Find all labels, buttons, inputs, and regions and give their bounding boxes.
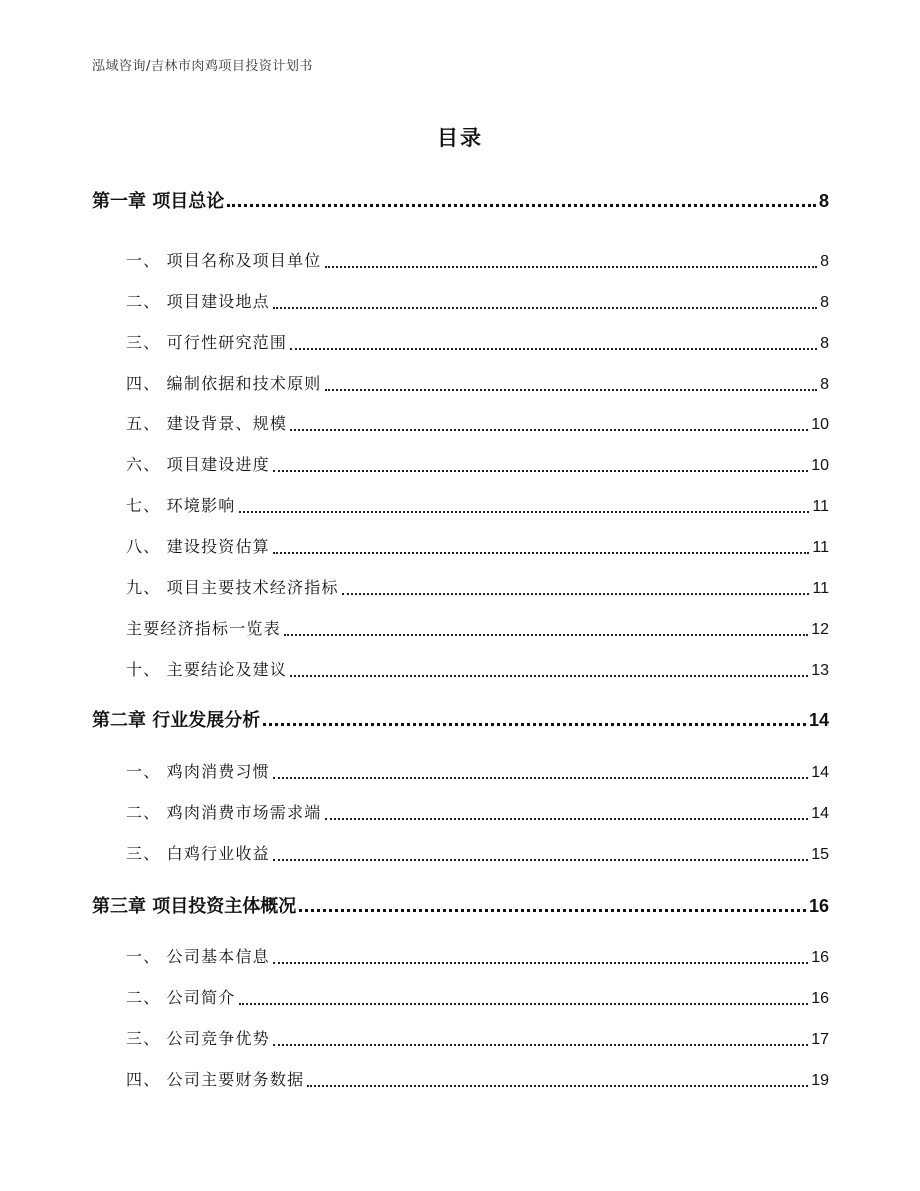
dot-leader	[273, 291, 817, 309]
toc-chapter-entry[interactable]	[92, 891, 829, 918]
toc-entry-page-number: 14	[811, 805, 829, 822]
toc-section-entry[interactable]	[126, 985, 829, 1008]
toc-section-entry[interactable]	[126, 411, 829, 434]
toc-section-entry[interactable]	[126, 800, 829, 823]
dot-leader	[284, 618, 808, 636]
toc-chapter-entry[interactable]	[92, 186, 829, 213]
toc-section-entry[interactable]	[126, 944, 829, 967]
toc-section-entry[interactable]	[126, 616, 829, 639]
toc-section-entry[interactable]	[126, 330, 829, 353]
toc-entry-label: 十、 主要结论及建议	[126, 660, 288, 679]
toc-entry-label: 九、 项目主要技术经济指标	[126, 578, 339, 597]
running-header: 泓域咨询/吉林市肉鸡项目投资计划书	[92, 59, 313, 74]
toc-entry-label: 主要经济指标一览表	[126, 619, 281, 638]
toc-section-entry[interactable]	[126, 248, 829, 271]
toc-entry-label: 第三章 项目投资主体概况	[92, 896, 297, 917]
toc-section-entry[interactable]	[126, 657, 829, 680]
dot-leader	[290, 413, 808, 431]
toc-entry-label: 三、 可行性研究范围	[126, 333, 288, 352]
toc-entry-page-number: 8	[818, 191, 829, 211]
dot-leader	[290, 332, 817, 350]
page-title: 目录	[437, 126, 483, 150]
dot-leader	[273, 761, 808, 779]
dot-leader	[307, 1069, 808, 1087]
toc-entry-label: 一、 项目名称及项目单位	[126, 251, 322, 270]
dot-leader	[273, 843, 808, 861]
dot-leader	[325, 802, 809, 820]
dot-leader	[325, 373, 818, 391]
toc-entry-page-number: 13	[811, 662, 829, 679]
toc-entry-page-number: 14	[808, 710, 829, 730]
toc-entry-label: 五、 建设背景、规模	[126, 414, 288, 433]
toc-entry-page-number: 19	[811, 1072, 829, 1089]
toc-entry-page-number: 16	[811, 949, 829, 966]
toc-entry-page-number: 15	[811, 846, 829, 863]
dot-leader	[325, 250, 818, 268]
toc-section-entry[interactable]	[126, 841, 829, 864]
dot-leader	[239, 987, 809, 1005]
toc-entry-page-number: 14	[811, 764, 829, 781]
toc-section-entry[interactable]	[126, 759, 829, 782]
toc-section-entry[interactable]	[126, 289, 829, 312]
toc-entry-label: 一、 鸡肉消费习惯	[126, 762, 270, 781]
toc-entry-label: 二、 鸡肉消费市场需求端	[126, 803, 322, 822]
toc-entry-label: 二、 项目建设地点	[126, 292, 270, 311]
toc-entry-page-number: 11	[812, 498, 829, 515]
toc-entry-page-number: 8	[820, 294, 829, 311]
dot-leader	[273, 946, 808, 964]
dot-leader	[239, 495, 810, 513]
dot-leader	[273, 454, 808, 472]
dot-leader	[299, 891, 806, 912]
toc-chapter-entry[interactable]	[92, 705, 829, 732]
dot-leader	[227, 186, 816, 207]
toc-entry-label: 一、 公司基本信息	[126, 947, 270, 966]
toc-entry-page-number: 11	[812, 539, 829, 556]
dot-leader	[290, 659, 808, 677]
toc-section-entry[interactable]	[126, 1067, 829, 1090]
toc-entry-page-number: 16	[811, 990, 829, 1007]
toc-entry-label: 二、 公司简介	[126, 988, 236, 1007]
toc-entry-label: 三、 公司竞争优势	[126, 1029, 270, 1048]
toc-entry-label: 第一章 项目总论	[92, 191, 225, 212]
toc-entry-label: 四、 编制依据和技术原则	[126, 374, 322, 393]
toc-entry-page-number: 11	[812, 580, 829, 597]
toc-entry-label: 三、 白鸡行业收益	[126, 844, 270, 863]
dot-leader	[342, 577, 810, 595]
toc-section-entry[interactable]	[126, 534, 829, 557]
toc-entry-label: 六、 项目建设进度	[126, 455, 270, 474]
toc-entry-label: 四、 公司主要财务数据	[126, 1070, 305, 1089]
toc-entry-page-number: 16	[808, 896, 829, 916]
dot-leader	[263, 705, 806, 726]
toc-entry-page-number: 8	[820, 376, 829, 393]
toc-section-entry[interactable]	[126, 452, 829, 475]
toc-entry-label: 八、 建设投资估算	[126, 537, 270, 556]
toc-entry-page-number: 17	[811, 1031, 829, 1048]
toc-section-entry[interactable]	[126, 371, 829, 394]
toc-section-entry[interactable]	[126, 1026, 829, 1049]
dot-leader	[273, 536, 810, 554]
toc-entry-label: 第二章 行业发展分析	[92, 710, 261, 731]
toc-entry-label: 七、 环境影响	[126, 496, 236, 515]
dot-leader	[273, 1028, 808, 1046]
toc-entry-page-number: 8	[820, 335, 829, 352]
toc-entry-page-number: 10	[811, 416, 829, 433]
toc-entry-page-number: 12	[811, 621, 829, 638]
toc-section-entry[interactable]	[126, 493, 829, 516]
toc-section-entry[interactable]	[126, 575, 829, 598]
toc-entry-page-number: 8	[820, 253, 829, 270]
toc-entry-page-number: 10	[811, 457, 829, 474]
